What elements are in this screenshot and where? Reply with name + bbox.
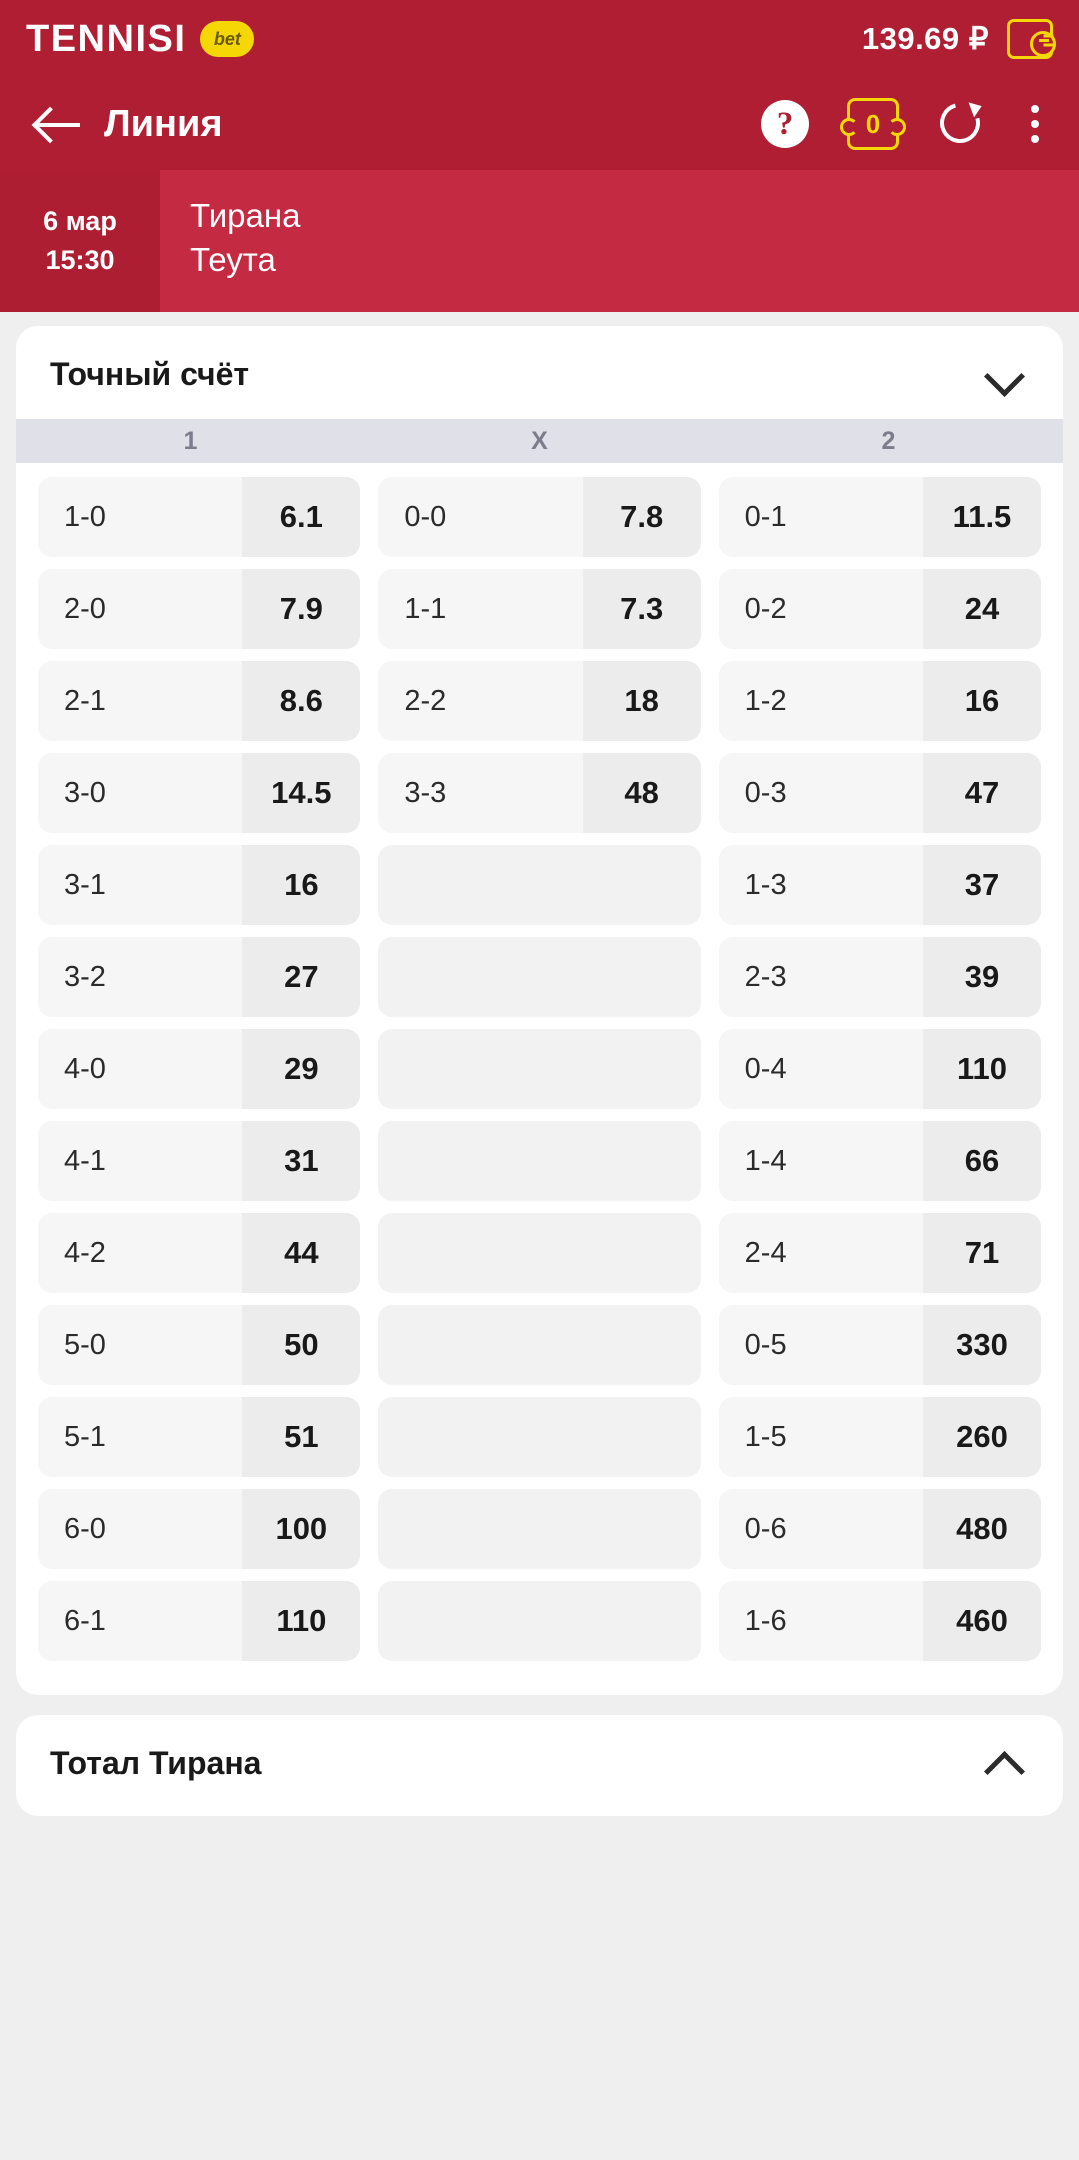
odds-row[interactable] (38, 1581, 360, 1661)
odds-score: 3-3 (404, 776, 447, 809)
market-header[interactable] (16, 326, 1063, 419)
odds-score: 6-1 (64, 1604, 106, 1637)
odds-score: 2-4 (744, 1236, 787, 1269)
odds-row-empty (378, 1121, 700, 1201)
odds-value: 29 (242, 1029, 360, 1109)
odds-value: 16 (923, 661, 1041, 741)
odds-score: 3-2 (64, 960, 106, 993)
odds-row[interactable] (719, 1305, 1041, 1385)
odds-value: 24 (923, 569, 1041, 649)
match-date: 6 мар (43, 205, 117, 236)
odds-row[interactable] (38, 1305, 360, 1385)
odds-value: 110 (242, 1581, 360, 1661)
odds-value: 71 (923, 1213, 1041, 1293)
odds-row[interactable] (38, 661, 360, 741)
odds-row[interactable] (38, 569, 360, 649)
odds-score: 2-1 (64, 684, 106, 717)
balance-area[interactable] (862, 19, 1053, 59)
odds-row[interactable] (378, 661, 700, 741)
odds-value: 8.6 (242, 661, 360, 741)
odds-row[interactable] (38, 1213, 360, 1293)
odds-row[interactable] (38, 753, 360, 833)
brand-name: TENNISI (26, 17, 187, 60)
chevron-down-icon[interactable] (987, 358, 1021, 392)
more-vertical-icon[interactable] (1027, 105, 1043, 143)
odds-row-empty (378, 1029, 700, 1109)
odds-row[interactable] (38, 1489, 360, 1569)
odds-score: 2-3 (744, 960, 787, 993)
odds-row[interactable] (719, 1581, 1041, 1661)
odds-value: 7.3 (583, 569, 701, 649)
odds-score: 1-1 (404, 592, 447, 625)
odds-value: 51 (242, 1397, 360, 1477)
coupon-count: 0 (865, 108, 881, 139)
odds-row[interactable] (378, 477, 700, 557)
odds-row[interactable] (719, 1121, 1041, 1201)
content-area (0, 312, 1079, 1816)
odds-value: 31 (242, 1121, 360, 1201)
team-home: Тирана (190, 197, 301, 234)
odds-value: 50 (242, 1305, 360, 1385)
odds-row[interactable] (719, 753, 1041, 833)
market-column-headers (16, 419, 1063, 463)
odds-row-empty (378, 1213, 700, 1293)
odds-row-empty (378, 1581, 700, 1661)
odds-row-empty (378, 845, 700, 925)
odds-row[interactable] (719, 569, 1041, 649)
odds-value: 14.5 (242, 753, 360, 833)
odds-row-empty (378, 1397, 700, 1477)
market-header-next[interactable] (16, 1715, 1063, 1816)
odds-value: 7.9 (242, 569, 360, 649)
page-title: Линия (104, 102, 223, 145)
odds-row-empty (378, 937, 700, 1017)
odds-value: 7.8 (583, 477, 701, 557)
odds-row[interactable] (38, 1121, 360, 1201)
odds-row[interactable] (38, 937, 360, 1017)
odds-value: 37 (923, 845, 1041, 925)
odds-score: 4-1 (64, 1144, 106, 1177)
odds-row[interactable] (719, 937, 1041, 1017)
odds-column-2 (719, 477, 1041, 1661)
odds-score: 2-0 (64, 592, 106, 625)
odds-row[interactable] (38, 1029, 360, 1109)
coupon-ticket-icon[interactable] (847, 98, 899, 150)
odds-row[interactable] (719, 1489, 1041, 1569)
odds-score: 1-4 (744, 1144, 787, 1177)
odds-grid (16, 463, 1063, 1695)
odds-score: 0-5 (744, 1328, 787, 1361)
odds-score: 2-2 (404, 684, 447, 717)
odds-row[interactable] (38, 477, 360, 557)
chevron-up-icon[interactable] (987, 1747, 1021, 1781)
odds-value: 480 (923, 1489, 1041, 1569)
match-header[interactable] (0, 170, 1079, 312)
odds-value: 330 (923, 1305, 1041, 1385)
odds-value: 48 (583, 753, 701, 833)
odds-row[interactable] (38, 845, 360, 925)
market-card-exact-score (16, 326, 1063, 1695)
odds-row[interactable] (38, 1397, 360, 1477)
odds-column-1 (38, 477, 360, 1661)
odds-score: 4-0 (64, 1052, 106, 1085)
balance-amount: 139.69 ₽ (861, 21, 989, 56)
odds-value: 110 (923, 1029, 1041, 1109)
market-title-next: Тотал Тирана (50, 1745, 262, 1781)
odds-score: 6-0 (64, 1512, 106, 1545)
odds-value: 6.1 (242, 477, 360, 557)
odds-value: 16 (242, 845, 360, 925)
team-away: Теута (190, 240, 276, 278)
odds-score: 5-0 (64, 1328, 106, 1361)
odds-row[interactable] (719, 1397, 1041, 1477)
odds-score: 1-6 (744, 1604, 787, 1637)
odds-row[interactable] (719, 477, 1041, 557)
odds-score: 4-2 (64, 1236, 106, 1269)
wallet-add-icon[interactable] (1007, 19, 1053, 59)
odds-value: 260 (923, 1397, 1041, 1477)
market-card-total-tirana (16, 1715, 1063, 1816)
app-bar-actions (761, 98, 1043, 150)
odds-row-empty (378, 1305, 700, 1385)
odds-value: 460 (923, 1581, 1041, 1661)
odds-row[interactable] (719, 1029, 1041, 1109)
refresh-icon[interactable] (937, 100, 985, 148)
odds-score: 1-3 (744, 868, 787, 901)
odds-value: 47 (923, 753, 1041, 833)
question-mark-icon[interactable]: ? (761, 100, 809, 148)
odds-row[interactable] (719, 845, 1041, 925)
odds-value: 39 (923, 937, 1041, 1017)
odds-score: 1-0 (64, 500, 106, 533)
odds-score: 0-0 (404, 500, 447, 533)
odds-score: 0-1 (744, 500, 787, 533)
odds-score: 0-6 (744, 1512, 787, 1545)
odds-score: 1-5 (744, 1420, 787, 1453)
match-time: 15:30 (45, 245, 115, 275)
odds-value: 27 (242, 937, 360, 1017)
odds-score: 0-3 (744, 776, 787, 809)
back-arrow-icon[interactable] (30, 96, 86, 152)
odds-score: 3-0 (64, 776, 106, 809)
odds-score: 3-1 (64, 868, 106, 901)
odds-value: 66 (923, 1121, 1041, 1201)
odds-score: 1-2 (744, 684, 787, 717)
odds-column-x (378, 477, 700, 1661)
match-datetime (0, 170, 160, 312)
match-teams (160, 170, 330, 312)
odds-score: 0-4 (744, 1052, 787, 1085)
odds-value: 11.5 (923, 477, 1041, 557)
brand-bar (0, 0, 1079, 78)
market-title: Точный счёт (50, 356, 250, 392)
odds-score: 0-2 (744, 592, 787, 625)
brand-chip: bet (200, 21, 254, 57)
brand-logo[interactable] (26, 18, 254, 61)
odds-row[interactable] (378, 753, 700, 833)
odds-value: 100 (242, 1489, 360, 1569)
odds-row[interactable] (719, 1213, 1041, 1293)
odds-value: 18 (583, 661, 701, 741)
odds-score: 5-1 (64, 1420, 106, 1453)
column-header-1: 1 (183, 426, 198, 455)
app-bar (0, 78, 1079, 170)
odds-row-empty (378, 1489, 700, 1569)
odds-row[interactable] (378, 569, 700, 649)
odds-value: 44 (242, 1213, 360, 1293)
odds-row[interactable] (719, 661, 1041, 741)
column-header-x: X (531, 426, 548, 455)
column-header-2: 2 (881, 426, 896, 455)
